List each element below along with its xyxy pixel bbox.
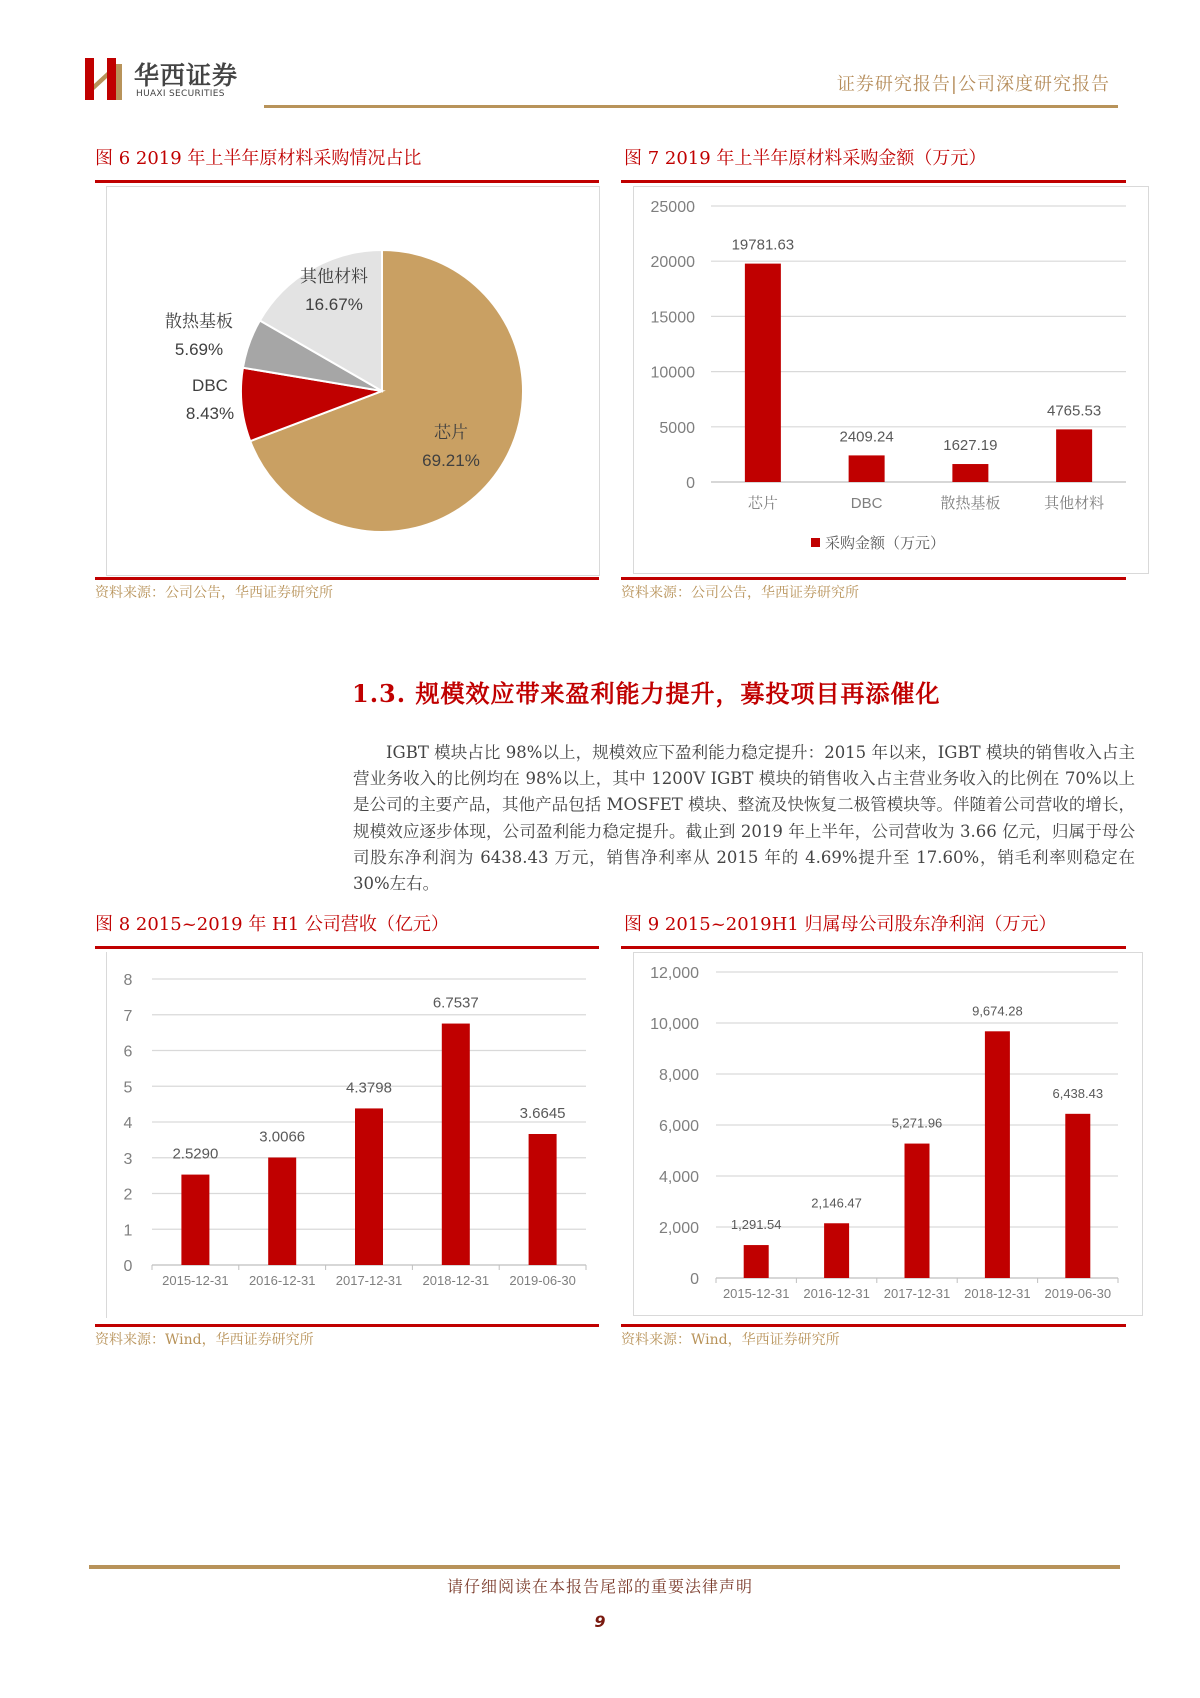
figure-9-title: 图 9 2015~2019H1 归属母公司股东净利润（万元） <box>624 914 1057 935</box>
y-tick-label: 0 <box>123 1258 133 1275</box>
bar <box>744 1245 769 1278</box>
bar <box>745 264 781 482</box>
x-category-label: 芯片 <box>747 495 778 512</box>
figure-8-bottom-rule <box>95 1324 599 1327</box>
bar-value-label: 1,291.54 <box>730 1217 782 1233</box>
footer-divider <box>89 1565 1120 1569</box>
page-number: 9 <box>594 1612 606 1631</box>
figure-9-source: 资料来源：Wind，华西证券研究所 <box>621 1332 840 1348</box>
figure-7-title: 图 7 2019 年上半年原材料采购金额（万元） <box>624 148 987 169</box>
y-tick-label: 12,000 <box>650 965 699 982</box>
x-category-label: 2016-12-31 <box>803 1286 870 1301</box>
y-tick-label: 8,000 <box>658 1067 699 1084</box>
bar <box>824 1223 849 1278</box>
figure-8-top-rule <box>95 946 599 949</box>
bar <box>985 1031 1010 1278</box>
figure-9-top-rule <box>621 946 1126 949</box>
bar <box>529 1134 557 1265</box>
y-tick-label: 5 <box>123 1079 133 1097</box>
y-tick-label: 5000 <box>659 419 695 437</box>
bar-value-label: 4765.53 <box>1047 402 1102 420</box>
logo-name-en: HUAXI SECURITIES <box>136 89 225 99</box>
figure-6-bottom-rule <box>95 577 599 580</box>
pie-label-name: 其他材料 <box>300 267 368 286</box>
bar-value-label: 1627.19 <box>943 437 998 455</box>
bar <box>905 1144 930 1278</box>
y-tick-label: 4 <box>123 1115 133 1132</box>
y-tick-label: 20000 <box>650 254 695 272</box>
bar-value-label: 6.7537 <box>432 994 479 1012</box>
pie-label-value: 16.67% <box>305 295 363 314</box>
bar-value-label: 2,146.47 <box>811 1195 862 1211</box>
x-category-label: 2018-12-31 <box>964 1286 1031 1301</box>
section-heading: 1.3. 规模效应带来盈利能力提升，募投项目再添催化 <box>352 679 941 708</box>
figure-8-title: 图 8 2015~2019 年 H1 公司营收（亿元） <box>95 914 449 935</box>
pie-label-value: 8.43% <box>185 404 235 423</box>
x-category-label: 2019-06-30 <box>509 1273 576 1288</box>
bar-value-label: 3.0066 <box>259 1128 306 1146</box>
y-tick-label: 10,000 <box>650 1016 699 1033</box>
figure-7-bottom-rule <box>621 577 1126 580</box>
bar <box>1056 429 1092 482</box>
report-type: 证券研究报告|公司深度研究报告 <box>836 74 1110 95</box>
bar <box>952 464 988 482</box>
x-category-label: 2017-12-31 <box>883 1286 951 1301</box>
bar-value-label: 2409.24 <box>839 428 894 446</box>
legend-swatch <box>811 538 820 547</box>
bar <box>1065 1114 1090 1278</box>
pie-chart <box>106 186 600 576</box>
figure-9-bottom-rule <box>621 1324 1126 1327</box>
y-tick-label: 6 <box>123 1043 133 1061</box>
bar-value-label: 2.5290 <box>172 1145 219 1163</box>
figure-8-source: 资料来源：Wind，华西证券研究所 <box>95 1332 314 1348</box>
bar-value-label: 9,674.28 <box>972 1003 1023 1019</box>
bar-chart-revenue <box>106 952 600 1320</box>
y-tick-label: 0 <box>686 475 695 492</box>
legend-label: 采购金额（万元） <box>825 535 946 552</box>
y-tick-label: 15000 <box>650 309 695 327</box>
bar-value-label: 3.6645 <box>519 1104 566 1122</box>
y-tick-label: 0 <box>690 1271 699 1288</box>
bar <box>849 455 885 482</box>
bar <box>181 1175 209 1265</box>
bar-value-label: 19781.63 <box>731 236 795 254</box>
bar <box>268 1158 296 1265</box>
bar <box>442 1024 470 1265</box>
x-category-label: 散热基板 <box>940 495 1001 512</box>
x-category-label: 2019-06-30 <box>1044 1286 1112 1301</box>
logo-name-cn: 华西证券 <box>134 61 239 90</box>
figure-6-title: 图 6 2019 年上半年原材料采购情况占比 <box>95 148 422 169</box>
pie-label-value: 69.21% <box>422 451 480 470</box>
x-category-label: 2016-12-31 <box>248 1273 316 1288</box>
x-category-label: 2017-12-31 <box>335 1273 403 1288</box>
legal-notice: 请仔细阅读在本报告尾部的重要法律声明 <box>446 1577 753 1596</box>
figure-7-top-rule <box>621 180 1126 183</box>
y-tick-label: 7 <box>123 1007 133 1025</box>
x-category-label: 2018-12-31 <box>422 1273 490 1288</box>
huaxi-logo-icon <box>85 58 123 100</box>
pie-label-name: 散热基板 <box>165 312 233 331</box>
bar-chart-purchase <box>633 186 1149 574</box>
y-tick-label: 2 <box>123 1186 133 1204</box>
y-tick-label: 8 <box>123 972 133 989</box>
bar-value-label: 5,271.96 <box>891 1115 943 1131</box>
bar-value-label: 4.3798 <box>346 1079 392 1097</box>
figure-6-source: 资料来源：公司公告，华西证券研究所 <box>95 585 333 601</box>
x-category-label: DBC <box>850 495 883 512</box>
figure-6-top-rule <box>95 180 599 183</box>
pie-label-value: 5.69% <box>174 340 224 359</box>
y-tick-label: 3 <box>123 1150 133 1168</box>
y-tick-label: 1 <box>123 1222 133 1240</box>
section-paragraph: IGBT 模块占比 98%以上，规模效应下盈利能力稳定提升：2015 年以来，IGBT 模块的销售收入占主营业务收入的比例均在 98%以上，其中 1200V IGBT 模块的销售收入占主营业务收入的比例在 70%以上是公司的主要产品，其他产品包括 MOSFET 模块、整流及快恢复二极管模块等。伴随着公司营收的增长，规模效应逐步体现，公司盈利能力稳定提升。截止到 2019 年上半年，公司营收为 3.66 亿元，归属于母公司股东净利润为 6438.43 万元，销售净利率从 2015 年的 4.69%提升至 17.60%，销毛利率则稳定在 30%左右。 <box>353 743 1135 894</box>
header-divider <box>264 105 1118 108</box>
x-category-label: 2015-12-31 <box>162 1273 229 1288</box>
figure-7-source: 资料来源：公司公告，华西证券研究所 <box>621 585 859 601</box>
y-tick-label: 2,000 <box>658 1220 699 1237</box>
pie-label-name: DBC <box>192 376 228 395</box>
pie-label-name: 芯片 <box>434 423 468 442</box>
bar-value-label: 6,438.43 <box>1052 1085 1104 1101</box>
y-tick-label: 25000 <box>650 199 695 216</box>
y-tick-label: 10000 <box>650 364 695 382</box>
x-category-label: 2015-12-31 <box>722 1286 790 1301</box>
bar <box>355 1108 383 1265</box>
x-category-label: 其他材料 <box>1044 495 1105 512</box>
bar-chart-net-profit <box>633 952 1143 1316</box>
y-tick-label: 6,000 <box>658 1118 699 1135</box>
y-tick-label: 4,000 <box>658 1169 699 1186</box>
